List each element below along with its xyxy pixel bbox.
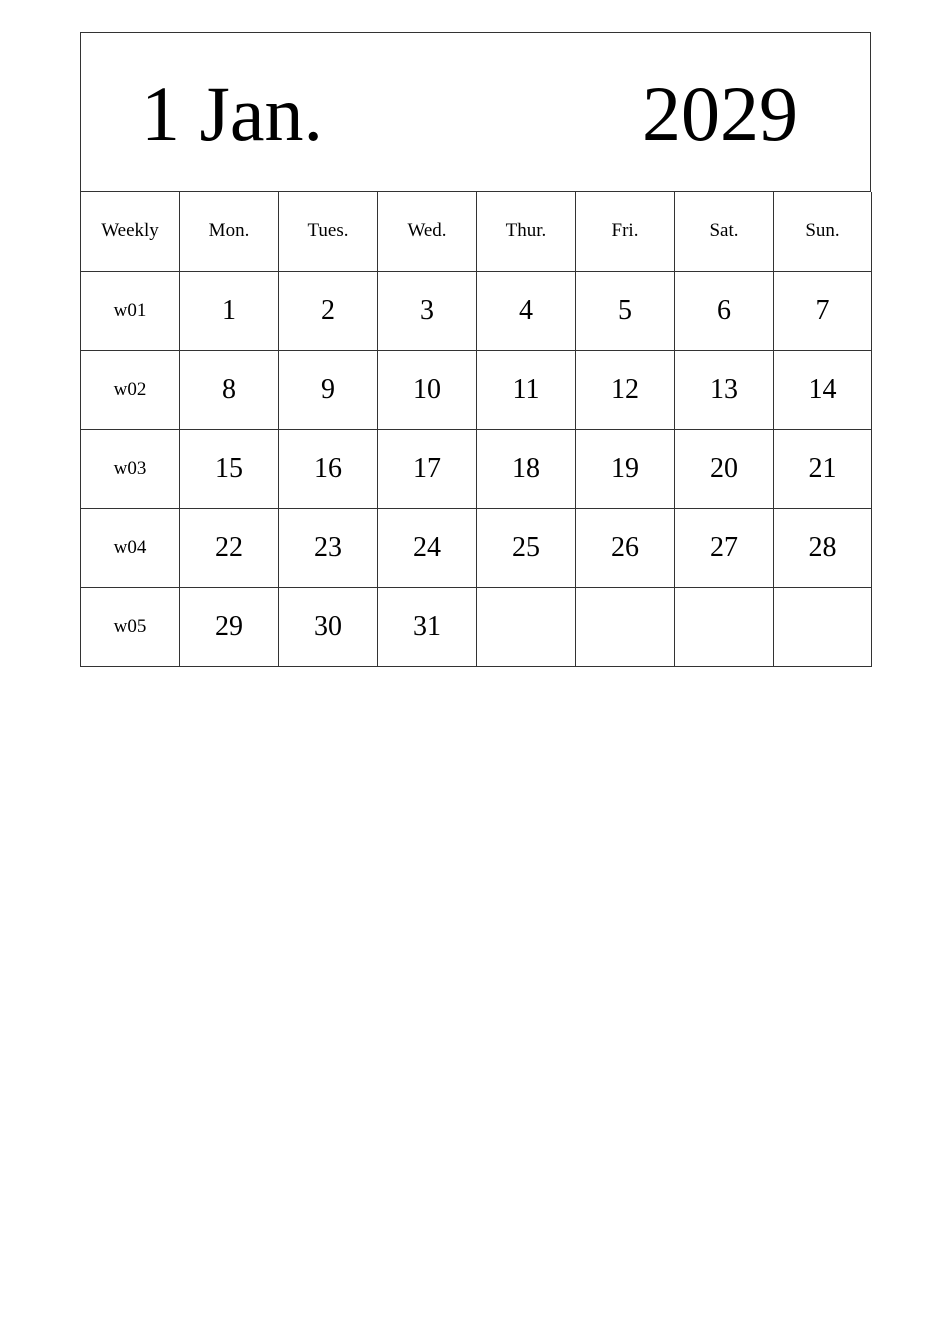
day-cell: 15 [180, 429, 279, 508]
day-cell: 10 [378, 350, 477, 429]
column-header-thu: Thur. [477, 192, 576, 271]
column-header-sat: Sat. [675, 192, 774, 271]
day-cell: 26 [576, 508, 675, 587]
column-header-mon: Mon. [180, 192, 279, 271]
day-cell-empty [477, 587, 576, 666]
day-cell: 25 [477, 508, 576, 587]
day-cell: 7 [774, 271, 872, 350]
week-label: w05 [81, 587, 180, 666]
week-row [81, 587, 872, 666]
week-row [81, 429, 872, 508]
day-cell: 14 [774, 350, 872, 429]
day-cell: 30 [279, 587, 378, 666]
day-cell: 3 [378, 271, 477, 350]
day-cell: 22 [180, 508, 279, 587]
day-cell: 1 [180, 271, 279, 350]
week-row [81, 271, 872, 350]
day-cell: 23 [279, 508, 378, 587]
day-cell: 21 [774, 429, 872, 508]
day-cell: 12 [576, 350, 675, 429]
day-cell: 29 [180, 587, 279, 666]
day-cell: 6 [675, 271, 774, 350]
day-cell: 27 [675, 508, 774, 587]
day-cell: 13 [675, 350, 774, 429]
calendar-header [80, 32, 871, 192]
day-cell: 4 [477, 271, 576, 350]
weekday-header-row [81, 192, 872, 271]
week-row [81, 508, 872, 587]
day-cell-empty [675, 587, 774, 666]
day-cell-empty [576, 587, 675, 666]
year-title: 2029 [642, 70, 798, 157]
day-cell: 19 [576, 429, 675, 508]
day-cell: 8 [180, 350, 279, 429]
calendar [80, 32, 871, 667]
calendar-grid [80, 192, 872, 667]
week-row [81, 350, 872, 429]
column-header-sun: Sun. [774, 192, 872, 271]
week-label: w01 [81, 271, 180, 350]
day-cell: 18 [477, 429, 576, 508]
day-cell: 31 [378, 587, 477, 666]
month-title: 1 Jan. [141, 70, 323, 157]
column-header-tue: Tues. [279, 192, 378, 271]
day-cell: 16 [279, 429, 378, 508]
week-label: w03 [81, 429, 180, 508]
day-cell: 17 [378, 429, 477, 508]
day-cell: 5 [576, 271, 675, 350]
column-header-weekly: Weekly [81, 192, 180, 271]
day-cell: 20 [675, 429, 774, 508]
day-cell: 11 [477, 350, 576, 429]
week-label: w02 [81, 350, 180, 429]
column-header-wed: Wed. [378, 192, 477, 271]
day-cell: 24 [378, 508, 477, 587]
day-cell-empty [774, 587, 872, 666]
day-cell: 28 [774, 508, 872, 587]
column-header-fri: Fri. [576, 192, 675, 271]
day-cell: 9 [279, 350, 378, 429]
week-label: w04 [81, 508, 180, 587]
day-cell: 2 [279, 271, 378, 350]
